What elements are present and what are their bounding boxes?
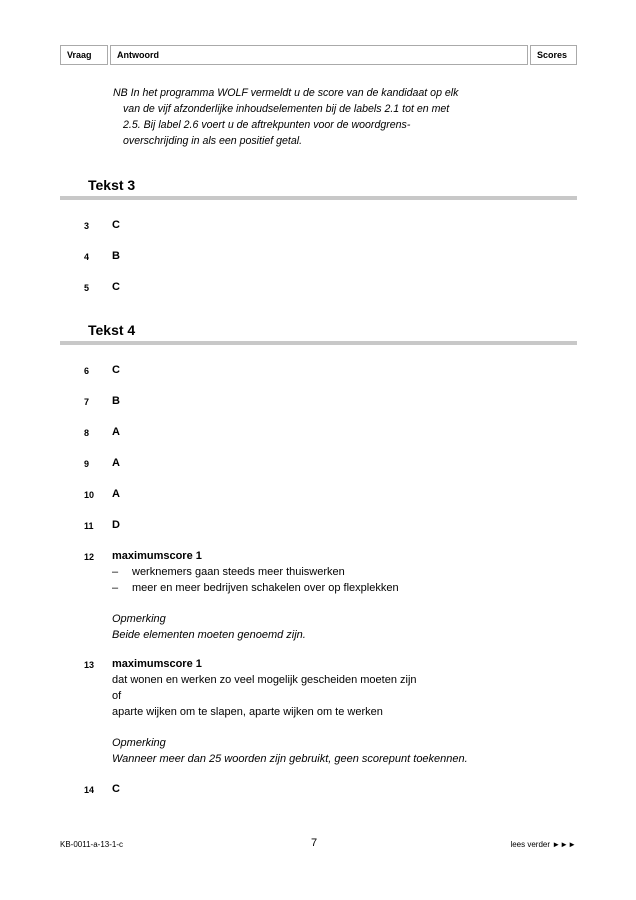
- header-vraag: Vraag: [60, 45, 108, 65]
- header-scores: Scores: [530, 45, 577, 65]
- question-number: 9: [84, 459, 90, 469]
- answer: B: [112, 395, 120, 407]
- answer: A: [112, 457, 120, 469]
- answer: C: [112, 783, 120, 795]
- answer: C: [112, 281, 120, 293]
- answer: B: [112, 250, 120, 262]
- question-number: 8: [84, 428, 90, 438]
- question-number: 14: [84, 785, 95, 795]
- question-number: 3: [84, 221, 90, 231]
- answer: C: [112, 364, 120, 376]
- nb-note: NB In het programma WOLF vermeldt u de score van de kandidaat op elk van de vijf afzonderlijke inhoudselementen bij de labels 2.1 tot en met 2.5. Bij label 2.6 voert u de aftrekpunten voor de woordgrens- overschrijding in als een positief getal.: [113, 87, 459, 147]
- section-divider: [60, 196, 577, 200]
- question-number: 10: [84, 490, 95, 500]
- question-number: 5: [84, 283, 90, 293]
- answer: A: [112, 426, 120, 438]
- section-divider: [60, 341, 577, 345]
- section-title-tekst3: Tekst 3: [88, 177, 136, 193]
- question-number: 4: [84, 252, 90, 262]
- footer-next: lees verder ►►►: [510, 840, 576, 849]
- header-antwoord: Antwoord: [110, 45, 528, 65]
- answer-block-12: maximumscore 1 – werknemers gaan steeds meer thuiswerken – meer en meer bedrijven schakelen over op flexplekken Opmerking Beide elementen moeten genoemd zijn.: [112, 550, 399, 641]
- answer: C: [112, 219, 120, 231]
- page-number: 7: [311, 837, 318, 849]
- question-number: 7: [84, 397, 90, 407]
- footer-code: KB-0011-a-13-1-c: [60, 840, 123, 849]
- question-number: 13: [84, 660, 95, 670]
- question-number: 11: [84, 521, 94, 531]
- answer-block-13: maximumscore 1 dat wonen en werken zo veel mogelijk gescheiden moeten zijn of aparte wijken om te slapen, aparte wijken om te werken Opmerking Wanneer meer dan 25 woorden zijn gebruikt, geen scorepunt toekennen.: [112, 658, 468, 765]
- question-number: 12: [84, 552, 95, 562]
- answer: D: [112, 519, 120, 531]
- section-title-tekst4: Tekst 4: [88, 322, 136, 338]
- answer: A: [112, 488, 120, 500]
- question-number: 6: [84, 366, 90, 376]
